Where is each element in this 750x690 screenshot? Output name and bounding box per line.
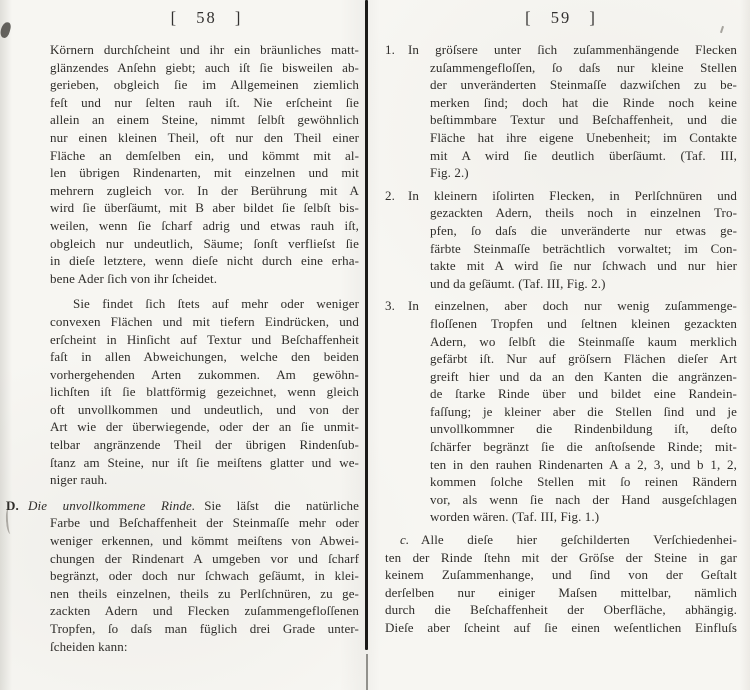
text-line: Sie findet ſich ſtets auf mehr oder weniger	[73, 296, 359, 312]
text-line: färbte Steinmaſſe beträchtlich vorwaltet; im Con-	[430, 240, 737, 256]
section-marker-d: D.	[6, 497, 19, 513]
text-line: Tropfen, ſo daſs man füglich drei Grade unter-	[50, 621, 359, 636]
item-number: 3.	[385, 298, 395, 314]
text-line: greift hier und da an den Kanten die angränzen-	[430, 368, 737, 384]
ink-blot-artifact	[0, 21, 12, 39]
text-line: len übrigen Rindenarten, mit einzelnen und mit	[50, 165, 359, 181]
text-line: oft unvollkommen und undeutlich, und von der	[50, 401, 359, 417]
list-item-1	[385, 41, 737, 182]
text-line: begränzt, oder doch nur ſchwach geſäumt, in klei-	[50, 568, 359, 584]
text-line: ſtanz am Steine, nur iſt ſie meiſtens glatter und we-	[50, 454, 359, 470]
text-line	[385, 297, 737, 315]
text-line: allein an einem Steine, nimmt ſelbſt gewöhnlich	[50, 112, 359, 128]
text-line: Adern, wo ſelbſt die Steinmaſſe kaum merklich	[430, 333, 737, 349]
text-fragment: In einzelnen, aber doch nur wenig zuſammenge-	[408, 298, 737, 314]
item-number: 1.	[385, 42, 395, 57]
text-fragment: In gröſsere unter ſich zuſammenhängende Flecken	[408, 42, 737, 57]
text-line: de ſtarke Rinde über und bildet eine Randein-	[430, 386, 737, 402]
paragraph-lines	[50, 41, 359, 287]
text-line: Körnern durchſcheint und ihr ein bräunliches matt-	[50, 42, 359, 57]
text-line: floſſenen Tropfen und ſeltnen kleinen gezackten	[430, 315, 737, 331]
item-number: 2.	[385, 187, 395, 203]
text-line: Art wie der überwiegende, oder der an ſie unmit-	[50, 419, 359, 435]
page-gutter-line	[365, 0, 368, 650]
text-fragment: In kleinern iſolirten Flecken, in Perlſchnüren und	[408, 187, 737, 203]
paragraph-continuation	[50, 41, 359, 287]
text-line: lichſten iſt ſie blattförmig gezeichnet, wenn gleich	[50, 384, 359, 400]
text-line: nen theils einzelnen, theils zu Perlſchnüren, zu ge-	[50, 585, 359, 601]
text-line: zackten Adern und Flecken zuſammengefloſſenen	[50, 603, 359, 619]
text-line: vorhergehenden Arten zukommen. Am gewöhn-	[50, 366, 359, 382]
text-line	[385, 187, 737, 205]
text-line: mehrern zugleich vor. In der Berührung mit A	[50, 182, 359, 198]
text-line: gezackten Adern, theils noch in einzelnen Tro-	[430, 205, 737, 221]
text-line: Fläche an demſelben ein, und kömmt mit al-	[50, 147, 359, 163]
text-line: nur einen kleinen Theil, oft nur den Theil einer	[50, 129, 359, 145]
text-line: ſcheiden kann:	[50, 638, 128, 654]
text-line: feſt und nur ſelten rauh iſt. Nie erſcheint ſie	[50, 94, 359, 110]
text-line: ten in den rauhen Rindenarten A a 2, 3, und b 1, 2,	[430, 456, 737, 472]
text-line: takte mit A wird ſie nur ſchwach und nur hier	[430, 258, 737, 274]
paragraph-lines	[385, 549, 737, 637]
text-line: chungen der Rindenart A umgeben vor und ſcharf	[50, 550, 359, 566]
left-page	[6, 8, 359, 655]
text-line: durch die Beſchaffenheit der Oberfläche, abhängig.	[385, 602, 737, 618]
page-number-right: [ 59 ]	[525, 8, 597, 27]
text-line: worden wären. (Taf. III, Fig. 1.)	[430, 509, 600, 525]
text-line: beſtimmbare Textur und Beſchaffenheit, und die	[430, 112, 737, 128]
page-number-left: [ 58 ]	[170, 8, 243, 27]
paragraph-lines	[50, 514, 359, 655]
text-line: kommen ſolche Stellen mit ſo reinen Rändern	[430, 474, 737, 490]
text-line	[6, 497, 359, 515]
right-page-body	[385, 41, 737, 637]
text-line: gefärbt iſt. Nur auf gröſsern Flächen dieſer Art	[430, 351, 737, 367]
text-line: ſchärfer begränzt ſie die anſtoſsende Rinde; mit-	[430, 439, 737, 455]
text-line: Fläche hat ihre eigene Unebenheit; im Contakte	[430, 129, 737, 145]
text-line: Dieſe aber ſcheint auf ſie einen weſentlichen Einfluſs	[385, 620, 737, 635]
text-line: zuſammengefloſſen, ſo daſs nur kleine Stellen	[430, 59, 737, 75]
list-item-2	[385, 187, 737, 293]
paragraph-lines	[430, 204, 737, 292]
text-line	[385, 41, 737, 59]
text-line: weniger erkennen, und kömmt meiſtens von Abwei-	[50, 533, 359, 549]
paragraph-c	[385, 531, 737, 637]
text-fragment: Sie läſst die natürliche	[204, 497, 359, 513]
right-page	[385, 8, 737, 637]
paragraph-lines	[430, 59, 737, 182]
section-title-italic: Die unvollkommene Rinde.	[28, 497, 196, 513]
text-line: niger rauh.	[50, 472, 108, 488]
page-gutter-line-faint	[366, 654, 368, 690]
text-line: ten der Rinde ſtehn mit der Gröſse der Steine in gar	[385, 549, 737, 565]
text-line: merken ſind; doch hat die Rinde noch keine	[430, 94, 737, 110]
text-line: erſcheint in Hinſicht auf Textur und Beſchaffenheit	[50, 331, 359, 347]
text-line: derſelben nur einiger Maſsen mittelbar, nämlich	[385, 584, 737, 600]
text-line: Fig. 2.)	[430, 165, 469, 181]
text-line: mit A wird ſie deutlich überſäumt. (Taf. III,	[430, 147, 737, 163]
list-item-3	[385, 297, 737, 526]
paragraph-marker-c: c.	[400, 532, 410, 548]
text-line: in dieſe letztere, wenn dieſe nicht durch eine erha-	[50, 253, 359, 269]
text-line: Farbe und Beſchaffenheit der Steinmaſſe mehr oder	[50, 515, 359, 531]
text-line: telbar angränzende Theil der übrigen Rindenſub-	[50, 437, 359, 453]
text-line: wird ſie überſäumt, mit B aber bildet ſie ſelbſt bis-	[50, 200, 359, 216]
text-line	[385, 531, 737, 549]
section-d-paragraph	[6, 497, 359, 655]
paragraph	[50, 295, 359, 489]
text-line: unvollkommner die Rindenbildung iſt, deſto	[430, 421, 737, 437]
text-line: convexen Flächen und mit tiefern Eindrücken, und	[50, 313, 359, 329]
text-line: glänzendes Anſehn giebt; auch iſt ſie bisweilen ab-	[50, 59, 359, 75]
paragraph-lines	[50, 295, 359, 489]
text-line: der unveränderten Steinmaſſe dazwiſchen zu be-	[430, 77, 737, 93]
text-line: vor, als wenn ſie nach der Hand ausgeſchlagen	[430, 491, 737, 507]
left-page-body	[6, 41, 359, 655]
text-line: gerieben, obgleich ſie im Allgemeinen ziemlich	[50, 77, 359, 93]
text-line: faſt in allen Abweichungen, welche den beiden	[50, 349, 359, 365]
text-line: keinem Zuſammenhange, und ſind von der Geſtalt	[385, 567, 737, 583]
text-line: bene Ader ſich von ihr ſcheidet.	[50, 270, 218, 286]
text-line: weilen, wenn ſie ſcharf adrig und etwas rauh iſt,	[50, 217, 359, 233]
text-line: obgleich nur undeutlich, Säume; ſonſt verflieſst ſie	[50, 235, 359, 251]
text-line: faſſung; je kleiner aber die Stellen ſind und je	[430, 403, 737, 419]
paragraph-lines	[430, 315, 737, 526]
text-line: und da geſäumt. (Taf. III, Fig. 2.)	[430, 275, 606, 291]
text-line: pfen, ſo daſs die unveränderte nur etwas ge-	[430, 222, 737, 238]
text-fragment: Alle dieſe hier geſchilderten Verſchiedenhei-	[421, 532, 737, 548]
